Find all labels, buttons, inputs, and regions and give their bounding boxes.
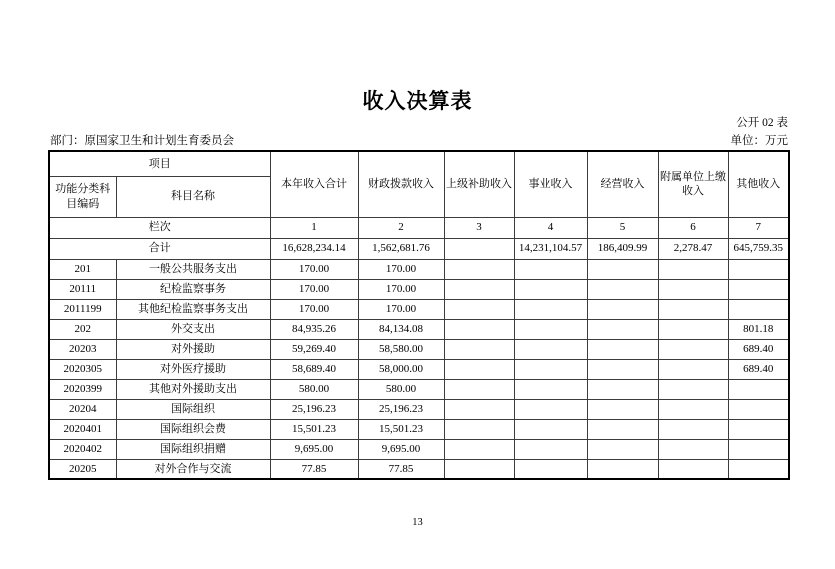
row-value bbox=[587, 379, 658, 399]
row-value bbox=[658, 339, 728, 359]
row-code: 2020401 bbox=[49, 419, 116, 439]
row-name: 一般公共服务支出 bbox=[116, 259, 270, 279]
row-value: 170.00 bbox=[270, 259, 358, 279]
row-value bbox=[728, 299, 789, 319]
total-value: 186,409.99 bbox=[587, 238, 658, 259]
row-code: 20111 bbox=[49, 279, 116, 299]
row-name: 国际组织捐赠 bbox=[116, 439, 270, 459]
row-name: 对外医疗援助 bbox=[116, 359, 270, 379]
row-name: 对外援助 bbox=[116, 339, 270, 359]
row-value bbox=[514, 399, 587, 419]
table-row bbox=[49, 299, 789, 319]
row-value: 580.00 bbox=[270, 379, 358, 399]
column-index: 1 bbox=[270, 217, 358, 238]
row-code: 2020402 bbox=[49, 439, 116, 459]
row-value: 84,935.26 bbox=[270, 319, 358, 339]
column-header-fiscal-appropriation: 财政拨款收入 bbox=[358, 151, 444, 217]
row-code: 2011199 bbox=[49, 299, 116, 319]
table-row bbox=[49, 259, 789, 279]
column-header-other-income: 其他收入 bbox=[728, 151, 789, 217]
row-value bbox=[444, 279, 514, 299]
department-label: 部门：原国家卫生和计划生育委员会 bbox=[50, 135, 234, 147]
project-header: 项目 bbox=[49, 151, 270, 176]
total-label: 合计 bbox=[49, 238, 270, 259]
row-value: 9,695.00 bbox=[270, 439, 358, 459]
row-code: 2020399 bbox=[49, 379, 116, 399]
row-value bbox=[658, 319, 728, 339]
row-value bbox=[658, 379, 728, 399]
table-row bbox=[49, 359, 789, 379]
row-value bbox=[587, 279, 658, 299]
row-value bbox=[658, 299, 728, 319]
row-name: 国际组织会费 bbox=[116, 419, 270, 439]
row-value bbox=[444, 379, 514, 399]
row-value bbox=[587, 299, 658, 319]
row-name: 其他纪检监察事务支出 bbox=[116, 299, 270, 319]
row-value: 170.00 bbox=[358, 279, 444, 299]
row-value bbox=[587, 419, 658, 439]
row-value: 77.85 bbox=[270, 459, 358, 479]
row-value: 58,000.00 bbox=[358, 359, 444, 379]
unit-label: 单位：万元 bbox=[730, 135, 788, 147]
total-value: 14,231,104.57 bbox=[514, 238, 587, 259]
table-row bbox=[49, 419, 789, 439]
name-column-header: 科目名称 bbox=[116, 176, 270, 217]
column-index: 7 bbox=[728, 217, 789, 238]
row-value: 689.40 bbox=[728, 359, 789, 379]
row-value bbox=[587, 399, 658, 419]
column-header-business-income: 事业收入 bbox=[514, 151, 587, 217]
row-value: 58,580.00 bbox=[358, 339, 444, 359]
row-value bbox=[514, 259, 587, 279]
column-index: 4 bbox=[514, 217, 587, 238]
total-row bbox=[49, 238, 789, 259]
row-name: 纪检监察事务 bbox=[116, 279, 270, 299]
row-code: 2020305 bbox=[49, 359, 116, 379]
row-name: 外交支出 bbox=[116, 319, 270, 339]
table-row bbox=[49, 379, 789, 399]
row-value: 9,695.00 bbox=[358, 439, 444, 459]
row-value bbox=[514, 439, 587, 459]
row-name: 对外合作与交流 bbox=[116, 459, 270, 479]
row-code: 201 bbox=[49, 259, 116, 279]
row-value bbox=[444, 359, 514, 379]
row-value bbox=[587, 439, 658, 459]
table-row bbox=[49, 459, 789, 479]
row-value: 689.40 bbox=[728, 339, 789, 359]
row-value bbox=[658, 459, 728, 479]
row-value bbox=[728, 259, 789, 279]
column-index: 6 bbox=[658, 217, 728, 238]
row-value: 77.85 bbox=[358, 459, 444, 479]
row-value: 170.00 bbox=[270, 279, 358, 299]
column-header-affiliate-remittance: 附属单位上缴收入 bbox=[658, 151, 728, 217]
row-value: 58,689.40 bbox=[270, 359, 358, 379]
row-value bbox=[658, 259, 728, 279]
total-value: 2,278.47 bbox=[658, 238, 728, 259]
row-code: 202 bbox=[49, 319, 116, 339]
row-value bbox=[658, 439, 728, 459]
table-row bbox=[49, 319, 789, 339]
row-name: 国际组织 bbox=[116, 399, 270, 419]
row-name: 其他对外援助支出 bbox=[116, 379, 270, 399]
column-index-row bbox=[49, 217, 789, 238]
row-value bbox=[587, 359, 658, 379]
row-value bbox=[658, 419, 728, 439]
row-value bbox=[587, 319, 658, 339]
income-table bbox=[48, 150, 790, 480]
row-value bbox=[728, 279, 789, 299]
row-value: 580.00 bbox=[358, 379, 444, 399]
row-value bbox=[728, 419, 789, 439]
row-value bbox=[587, 339, 658, 359]
row-value bbox=[444, 399, 514, 419]
total-value bbox=[444, 238, 514, 259]
row-value bbox=[444, 419, 514, 439]
table-row bbox=[49, 279, 789, 299]
row-value bbox=[514, 279, 587, 299]
row-value bbox=[587, 459, 658, 479]
column-index-label: 栏次 bbox=[49, 217, 270, 238]
row-value: 170.00 bbox=[358, 299, 444, 319]
header-row-project bbox=[49, 151, 789, 176]
row-value bbox=[658, 399, 728, 419]
row-value bbox=[444, 259, 514, 279]
row-value bbox=[444, 299, 514, 319]
row-code: 20203 bbox=[49, 339, 116, 359]
column-index: 3 bbox=[444, 217, 514, 238]
row-value bbox=[728, 379, 789, 399]
column-index: 2 bbox=[358, 217, 444, 238]
row-value bbox=[444, 319, 514, 339]
page-title: 收入决算表 bbox=[362, 90, 473, 113]
column-header-operating-income: 经营收入 bbox=[587, 151, 658, 217]
row-value: 15,501.23 bbox=[358, 419, 444, 439]
row-code: 20204 bbox=[49, 399, 116, 419]
total-value: 645,759.35 bbox=[728, 238, 789, 259]
row-value bbox=[514, 359, 587, 379]
row-value bbox=[444, 339, 514, 359]
row-value bbox=[728, 399, 789, 419]
row-value bbox=[587, 259, 658, 279]
row-value bbox=[514, 299, 587, 319]
row-value: 25,196.23 bbox=[270, 399, 358, 419]
column-header-superior-subsidy: 上级补助收入 bbox=[444, 151, 514, 217]
row-value bbox=[658, 279, 728, 299]
row-value bbox=[728, 439, 789, 459]
column-index: 5 bbox=[587, 217, 658, 238]
row-value bbox=[728, 459, 789, 479]
row-value bbox=[658, 359, 728, 379]
table-code-label: 公开 02 表 bbox=[736, 117, 788, 129]
code-column-header: 功能分类科目编码 bbox=[49, 176, 116, 217]
row-value bbox=[514, 419, 587, 439]
row-code: 20205 bbox=[49, 459, 116, 479]
row-value: 170.00 bbox=[270, 299, 358, 319]
table-body bbox=[49, 259, 789, 479]
total-value: 16,628,234.14 bbox=[270, 238, 358, 259]
column-header-total-income: 本年收入合计 bbox=[270, 151, 358, 217]
row-value: 25,196.23 bbox=[358, 399, 444, 419]
row-value bbox=[514, 339, 587, 359]
row-value: 59,269.40 bbox=[270, 339, 358, 359]
meta-line bbox=[50, 132, 788, 148]
row-value bbox=[514, 379, 587, 399]
row-value: 801.18 bbox=[728, 319, 789, 339]
table-row bbox=[49, 399, 789, 419]
row-value: 170.00 bbox=[358, 259, 444, 279]
total-value: 1,562,681.76 bbox=[358, 238, 444, 259]
row-value bbox=[444, 459, 514, 479]
table-row bbox=[49, 339, 789, 359]
row-value: 84,134.08 bbox=[358, 319, 444, 339]
row-value bbox=[514, 459, 587, 479]
page-number: 13 bbox=[412, 517, 423, 528]
table-row bbox=[49, 439, 789, 459]
row-value bbox=[514, 319, 587, 339]
row-value: 15,501.23 bbox=[270, 419, 358, 439]
row-value bbox=[444, 439, 514, 459]
